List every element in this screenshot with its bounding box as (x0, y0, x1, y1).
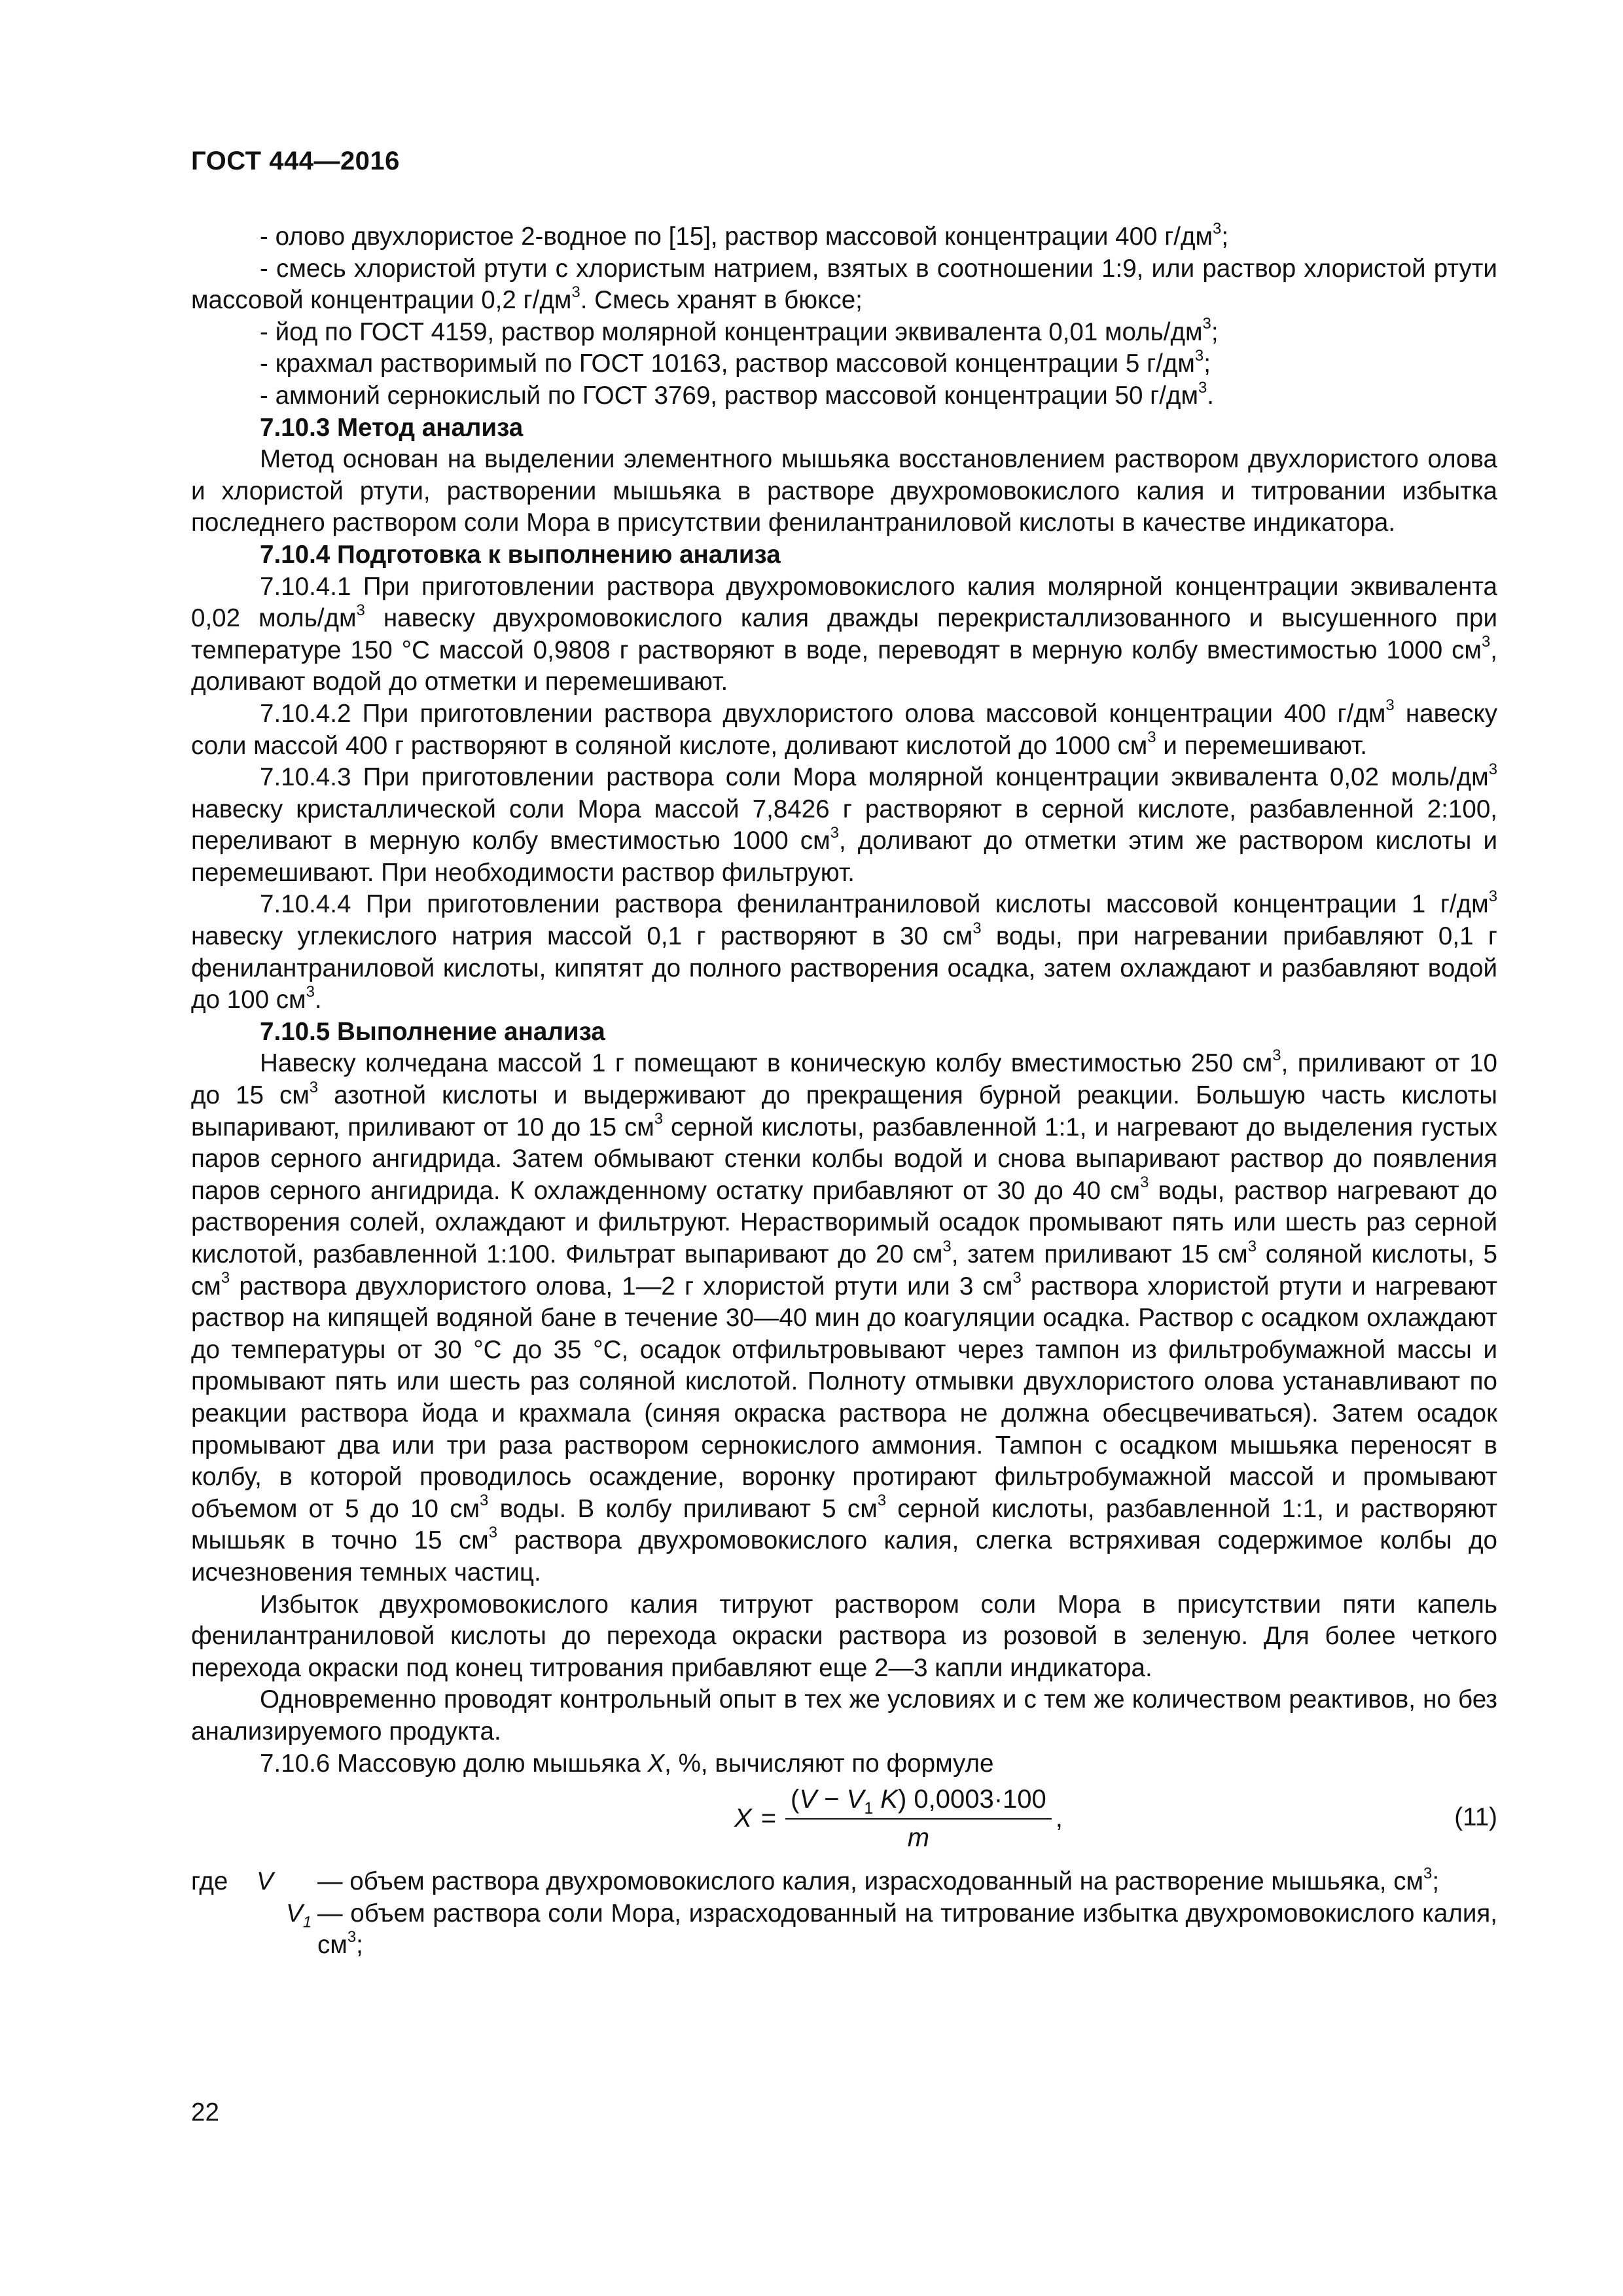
document-body (191, 221, 1497, 1962)
formula-comma: , (1055, 1804, 1063, 1833)
paragraph-7-10-6: 7.10.6 Массовую долю мышьяка X, %, вычисляют по формуле (260, 1749, 994, 1778)
page-number: 22 (191, 2098, 219, 2126)
section-heading-procedure: 7.10.5 Выполнение анализа (260, 1017, 605, 1046)
section-heading-method: 7.10.3 Метод анализа (260, 413, 524, 442)
reagent-ammonium-sulfate: - аммоний сернокислый по ГОСТ 3769, раствор массовой концентрации 50 $г/дм^3$. (260, 378, 1214, 410)
formula-number: (11) (1454, 1803, 1497, 1832)
formula-denominator: m (907, 1823, 930, 1852)
paragraph-7-10-4-1: 7.10.4.1 При приготовлении раствора двухромовокислого калия молярной концентрации эквивалента 0,02 моль/$дм^3$ навеску двухромовокислого калия дважды перекристаллизованного и высушенного при температуре 150 °С массой 0,9808 г растворяют в воде, переводят в мерную колбу вместимостью 1000 $см^3$, доливают водой до отметки и перемешивают. (191, 572, 1497, 696)
formula-numerator: ($V - V_1$ K) 0,0003·100 (785, 1784, 1052, 1820)
paragraph-7-10-4-4: 7.10.4.4 При приготовлении раствора фенилантраниловой кислоты массовой концентрации 1 $г/дм^3$ навеску углекислого натрия массой 0,1 г растворяют в 30 $см^3$ воды, при нагревании прибавляют 0,1 г фенилантраниловой кислоты, кипятят до полного растворения осадка, затем охлаждают и разбавляют водой до 100 $см^3$. (191, 888, 1497, 1014)
definition-v1: $V_1$ — объем раствора соли Мора, израсходованный на титрование избытка двухромовокислого калия, $см^3$; (286, 1899, 1497, 1960)
reagent-iodine: - йод по ГОСТ 4159, раствор молярной концентрации эквивалента 0,01 моль/$дм^3$; (260, 315, 1219, 346)
formula-lhs: X (734, 1804, 752, 1833)
formula-fraction (785, 1784, 1052, 1854)
document-header: ГОСТ 444—2016 (191, 147, 400, 175)
method-paragraph: Метод основан на выделении элементного мышьяка восстановлением раствором двухлористого олова и хлористой ртути, растворении мышьяка в растворе двухромовокислого калия и титровании избытка последнего раствором соли Мора в присутствии фенилантраниловой кислоты в качестве индикатора. (191, 445, 1497, 537)
paragraph-7-10-4-2: 7.10.4.2 При приготовлении раствора двухлористого олова массовой концентрации 400 $г/дм^3$ навеску соли массой 400 г растворяют в соляной кислоте, доливают кислотой до 1000 $см^3$ и перемешивают. (191, 696, 1498, 760)
reagent-starch: - крахмал растворимый по ГОСТ 10163, раствор массовой концентрации 5 $г/дм^3$; (260, 346, 1211, 378)
formula-equals: = (760, 1804, 777, 1833)
formula-row (191, 1780, 1497, 1866)
definition-v: где V — объем раствора двухромовокислого калия, израсходованный на растворение мышьяка, $см^3$; (191, 1864, 1440, 1896)
reagent-mercury-chloride: - смесь хлористой ртути с хлористым натрием, взятых в соотношении 1:9, или раствор хлористой ртути массовой концентрации 0,2 $г/дм^3$. Смесь хранят в бюксе; (191, 254, 1497, 315)
section-heading-preparation: 7.10.4 Подготовка к выполнению анализа (260, 540, 781, 569)
reagent-tin-chloride: - олово двухлористое 2-водное по [15], раствор массовой концентрации 400 $г/дм^3$; (260, 219, 1229, 251)
paragraph-7-10-4-3: 7.10.4.3 При приготовлении раствора соли Мора молярной концентрации эквивалента 0,02 моль/$дм^3$ навеску кристаллической соли Мора массой 7,8426 г растворяют в серной кислоте, разбавленной 2:100, переливают в мерную колбу вместимостью 1000 $см^3$, доливают до отметки этим же раствором кислоты и перемешивают. При необходимости раствор фильтруют. (191, 760, 1497, 887)
titration-paragraph: Избыток двухромовокислого калия титруют раствором соли Мора в присутствии пяти капель фенилантраниловой кислоты до перехода окраски раствора из розовой в зеленую. Для более четкого перехода окраски под конец титрования прибавляют еще 2—3 капли индикатора. (191, 1590, 1497, 1682)
procedure-paragraph: Навеску колчедана массой 1 г помещают в коническую колбу вместимостью 250 $см^3$, приливают от 10 до 15 $см^3$ азотной кислоты и выдерживают до прекращения бурной реакции. Большую часть кислоты выпаривают, приливают от 10 до 15 $см^3$ серной кислоты, разбавленной 1:1, и нагревают до выделения густых паров серного ангидрида. Затем обмывают стенки колбы водой и снова выпаривают раствор до появления паров серного ангидрида. К охлажденному остатку прибавляют от 30 до 40 $см^3$ воды, раствор нагревают до растворения солей, охлаждают и фильтруют. Нерастворимый осадок промывают пять или шесть раз серной кислотой, разбавленной 1:100. Фильтрат выпаривают до 20 $см^3$, затем приливают 15 $см^3$ соляной кислоты, 5 $см^3$ раствора двухлористого олова, 1—2 г хлористой ртути или 3 $см^3$ раствора хлористой ртути и нагревают раствор на кипящей водяной бане в течение 30—40 мин до коагуляции осадка. Раствор с осадком охлаждают до температуры от 30 °С до 35 °С, осадок отфильтровывают через тампон из фильтробумажной массы и промывают пять или шесть раз соляной кислотой. Полноту отмывки двухлористого олова устанавливают по реакции раствора йода и крахмала (синяя окраска раствора не должна обесцвечиваться). Затем осадок промывают два или три раза раствором сернокислого аммония. Тампон с осадком мышьяка переносят в колбу, в которой проводилось осаждение, воронку протирают фильтробумажной массой и промывают объемом от 5 до 10 $см^3$ воды. В колбу приливают 5 $см^3$ серной кислоты, разбавленной 1:1, и растворяют мышьяк в точно 15 $см^3$ раствора двухромовокислого калия, слегка встряхивая содержимое колбы до исчезновения темных частиц. (191, 1047, 1497, 1587)
formula-11 (734, 1784, 1063, 1854)
control-test-paragraph: Одновременно проводят контрольный опыт в тех же условиях и с тем же количеством реактивов, но без анализируемого продукта. (191, 1685, 1497, 1746)
